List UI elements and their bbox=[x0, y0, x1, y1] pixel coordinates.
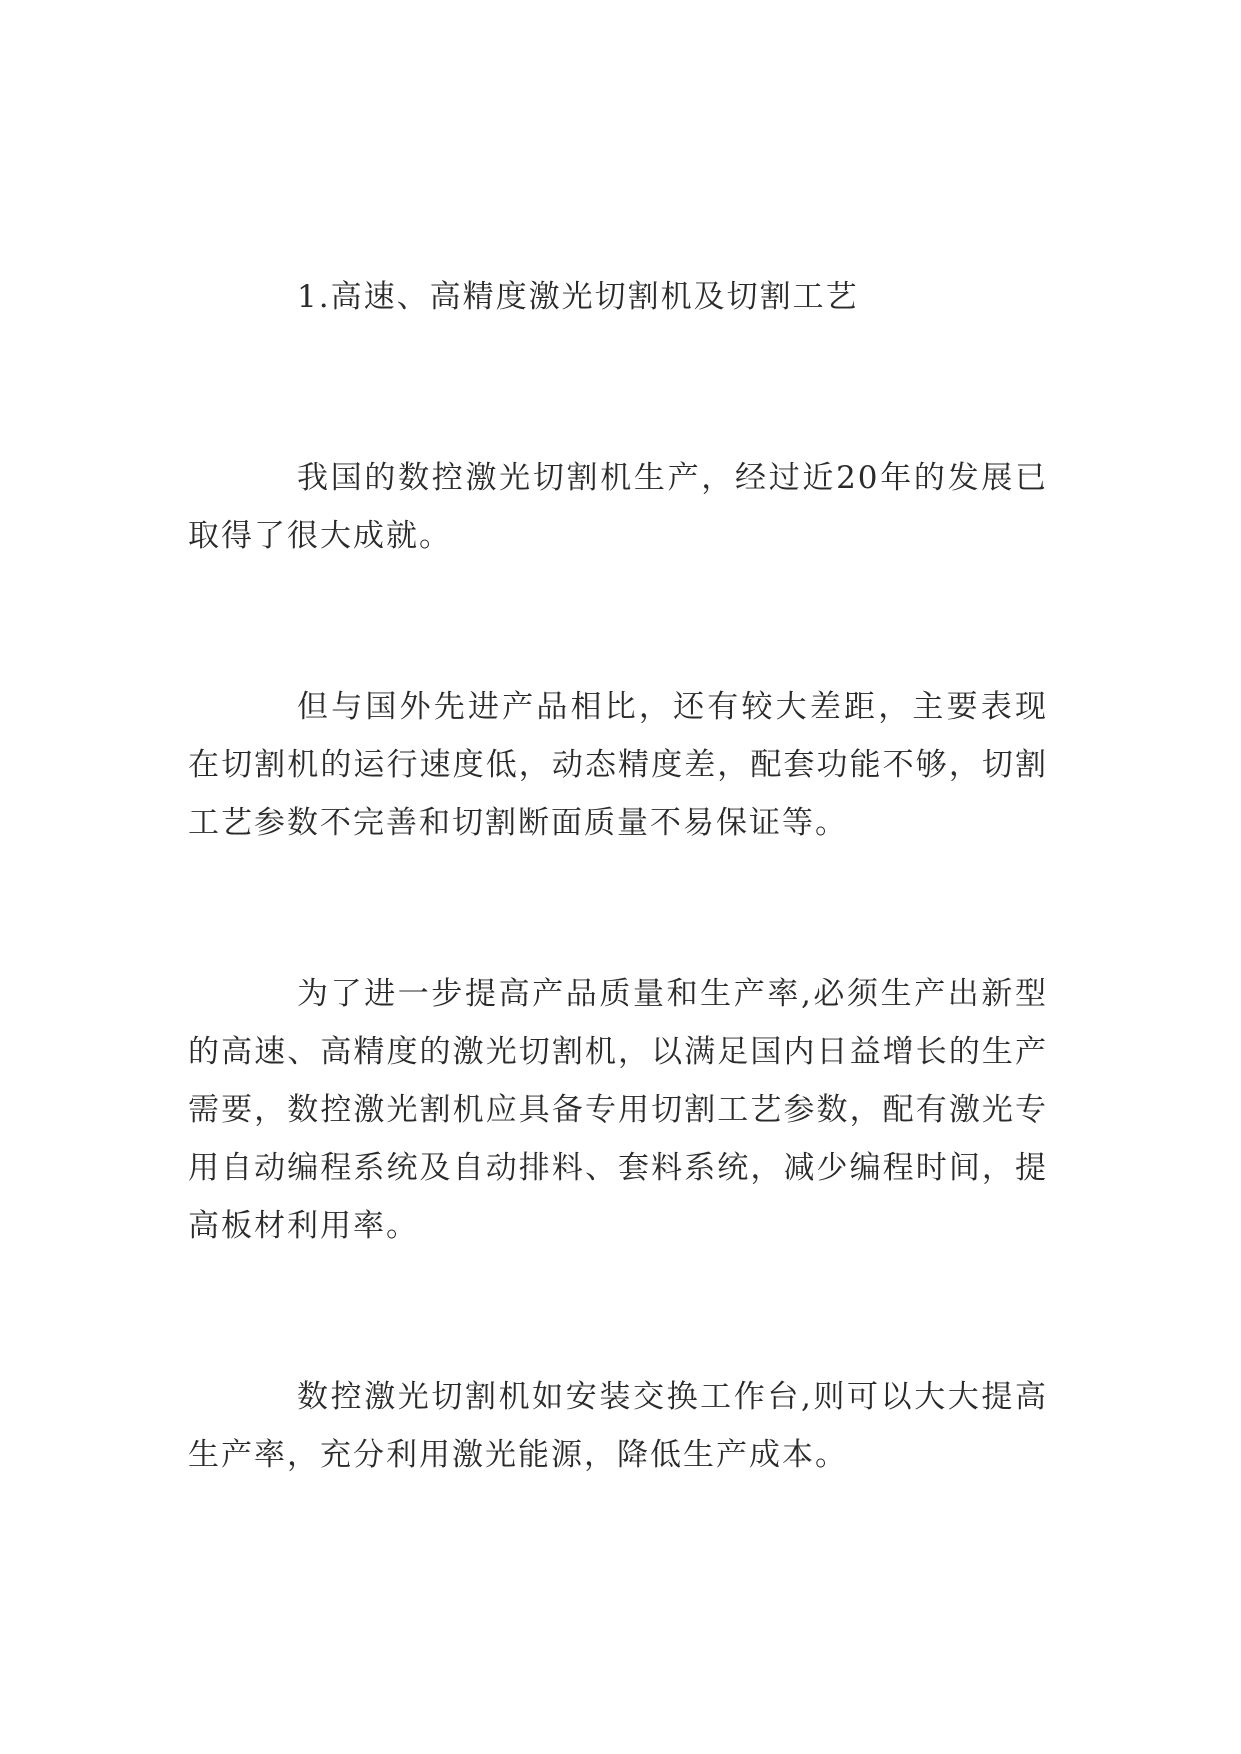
paragraph-3: 为了进一步提高产品质量和生产率,必须生产出新型的高速、高精度的激光切割机，以满足国内日益增长的生产需要，数控激光割机应具备专用切割工艺参数，配有激光专用自动编程系统及自动排料、套料系统，减少编程时间，提高板材利用率。 bbox=[188, 976, 1048, 1244]
paragraph-1: 我国的数控激光切割机生产，经过近20年的发展已取得了很大成就。 bbox=[188, 460, 1048, 554]
paragraph-2: 但与国外先进产品相比，还有较大差距，主要表现在切割机的运行速度低，动态精度差，配套功能不够，切割工艺参数不完善和切割断面质量不易保证等。 bbox=[188, 689, 1048, 841]
section-heading: 1.高速、高精度激光切割机及切割工艺 bbox=[297, 279, 859, 315]
paragraph-4: 数控激光切割机如安装交换工作台,则可以大大提高生产率，充分利用激光能源，降低生产成本。 bbox=[188, 1379, 1048, 1473]
